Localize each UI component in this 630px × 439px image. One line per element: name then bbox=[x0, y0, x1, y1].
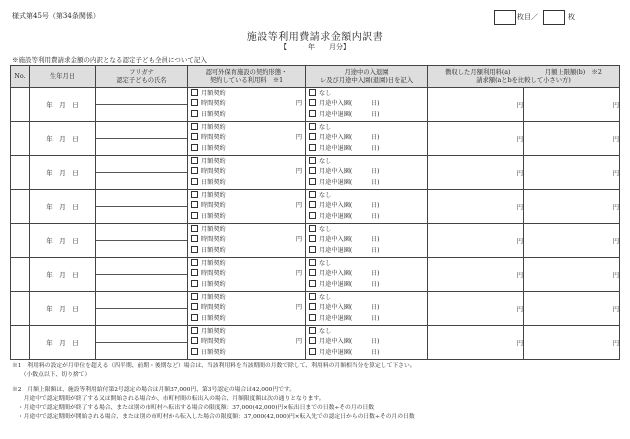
furigana-divider bbox=[96, 206, 187, 207]
header-fee: 徴収した月額利用料(a) bbox=[445, 68, 511, 76]
checkbox-icon[interactable] bbox=[191, 314, 198, 321]
child-row bbox=[11, 258, 620, 292]
furigana-divider bbox=[96, 274, 187, 275]
footnote-line: ・月途中で認定期間が終了する場合、または別の市町村へ転出する場合の限度額：37,000(42,000)円×転出日までの日数÷その月の日数 bbox=[12, 405, 375, 411]
child-row bbox=[11, 326, 620, 360]
fee-amount-cell[interactable]: 円 bbox=[428, 292, 524, 326]
row-number-cell[interactable] bbox=[11, 88, 30, 122]
header-move bbox=[306, 66, 428, 88]
move-option[interactable] bbox=[306, 337, 427, 348]
fee-amount-cell[interactable]: 円 bbox=[428, 122, 524, 156]
checkbox-icon[interactable] bbox=[191, 89, 198, 96]
row-number-cell[interactable] bbox=[11, 292, 30, 326]
footnote-line: （小数点以下、切り捨て） bbox=[12, 372, 91, 378]
child-name-cell[interactable] bbox=[96, 88, 188, 122]
contract-option[interactable] bbox=[188, 178, 305, 189]
checkbox-icon[interactable] bbox=[191, 178, 198, 185]
contract-option-label: 月額契約 bbox=[201, 293, 226, 301]
header-move-line2: レ及び月途中入園(退園)日を記入 bbox=[319, 76, 414, 84]
move-option[interactable] bbox=[306, 269, 427, 280]
furigana-divider bbox=[96, 342, 187, 343]
checkbox-icon[interactable] bbox=[309, 337, 316, 344]
contract-option-label: 日額契約 bbox=[201, 280, 226, 288]
contract-option-label: 月額契約 bbox=[201, 123, 226, 131]
move-option[interactable] bbox=[306, 133, 427, 144]
page-total-box[interactable] bbox=[543, 10, 565, 25]
furigana-divider bbox=[96, 104, 187, 105]
contract-option[interactable] bbox=[188, 133, 305, 144]
checkbox-icon[interactable] bbox=[191, 212, 198, 219]
table-instruction: ※施設等利用費請求金額の内訳となる認定子ども全員について記入 bbox=[12, 56, 207, 64]
contract-option[interactable] bbox=[188, 293, 305, 304]
contract-cell bbox=[188, 292, 306, 326]
yen-unit: 円 bbox=[295, 168, 302, 176]
checkbox-icon[interactable] bbox=[309, 144, 316, 151]
contract-option[interactable] bbox=[188, 337, 305, 348]
row-number-cell[interactable] bbox=[11, 156, 30, 190]
header-claim: 請求額(aとbを比較して bbox=[476, 76, 544, 84]
contract-option-label: 日額契約 bbox=[201, 314, 226, 322]
checkbox-icon[interactable] bbox=[191, 133, 198, 140]
move-option-label: なし bbox=[319, 157, 332, 165]
contract-option-label: 時間契約 bbox=[201, 134, 226, 142]
billing-month: 【 年 月分】 bbox=[280, 43, 350, 51]
move-option-label: 月途中退園( 日) bbox=[319, 144, 380, 152]
contract-cell bbox=[188, 156, 306, 190]
checkbox-icon[interactable] bbox=[191, 201, 198, 208]
move-option[interactable] bbox=[306, 144, 427, 155]
contract-option-label: 月額契約 bbox=[201, 327, 226, 335]
move-option-label: 月途中退園( 日) bbox=[319, 212, 380, 220]
footnote-line: ・月途中で認定期間が開始される場合、または別の市町村から転入した場合の限度額：37,000(42,000)円×転入先での認定日からの日数÷その月の日数 bbox=[12, 414, 415, 420]
contract-option[interactable] bbox=[188, 212, 305, 223]
contract-option-label: 月額契約 bbox=[201, 191, 226, 199]
birthdate-cell[interactable]: 年 月 日 bbox=[30, 258, 96, 292]
checkbox-icon[interactable] bbox=[191, 167, 198, 174]
checkbox-icon[interactable] bbox=[309, 157, 316, 164]
move-option[interactable] bbox=[306, 178, 427, 189]
row-number-cell[interactable] bbox=[11, 258, 30, 292]
checkbox-icon[interactable] bbox=[191, 303, 198, 310]
move-option-label: 月途中退園( 日) bbox=[319, 110, 380, 118]
header-furigana: フリガナ bbox=[129, 68, 154, 76]
contract-option[interactable] bbox=[188, 314, 305, 325]
checkbox-icon[interactable] bbox=[191, 293, 198, 300]
furigana-divider bbox=[96, 138, 187, 139]
move-option[interactable] bbox=[306, 191, 427, 202]
move-option[interactable] bbox=[306, 167, 427, 178]
contract-cell bbox=[188, 122, 306, 156]
move-in-out-cell bbox=[306, 190, 428, 224]
birthdate-cell[interactable]: 年 月 日 bbox=[30, 326, 96, 360]
footnote-line: 月途中で認定期間が終了する又は開始される場合か、市町村間の転出入の場合、月額限度額は次の通りとなります。 bbox=[12, 396, 325, 402]
checkbox-icon[interactable] bbox=[309, 280, 316, 287]
contract-cell bbox=[188, 88, 306, 122]
checkbox-icon[interactable] bbox=[309, 314, 316, 321]
checkbox-icon[interactable] bbox=[309, 191, 316, 198]
checkbox-icon[interactable] bbox=[309, 133, 316, 140]
footnote-line: ※1 利用料の設定が月単位を超える（四半期、前期・後期など）場合は、当該利用料を当該期間の月数で除して、利用料の月額相当分を算定して下さい。 bbox=[12, 363, 416, 369]
contract-option-label: 時間契約 bbox=[201, 338, 226, 346]
move-in-out-cell bbox=[306, 292, 428, 326]
birthdate-cell[interactable]: 年 月 日 bbox=[30, 224, 96, 258]
child-name-cell[interactable] bbox=[96, 156, 188, 190]
move-option-label: なし bbox=[319, 259, 332, 267]
contract-option-label: 月額契約 bbox=[201, 157, 226, 165]
contract-option[interactable] bbox=[188, 157, 305, 168]
child-row bbox=[11, 292, 620, 326]
child-name-cell[interactable] bbox=[96, 326, 188, 360]
move-in-out-cell bbox=[306, 224, 428, 258]
move-option[interactable] bbox=[306, 110, 427, 121]
move-in-out-cell bbox=[306, 258, 428, 292]
contract-option-label: 日額契約 bbox=[201, 178, 226, 186]
contract-option-label: 日額契約 bbox=[201, 212, 226, 220]
move-option-label: なし bbox=[319, 191, 332, 199]
checkbox-icon[interactable] bbox=[191, 225, 198, 232]
move-option[interactable] bbox=[306, 235, 427, 246]
header-birthdate: 生年月日 bbox=[30, 66, 96, 88]
checkbox-icon[interactable] bbox=[191, 280, 198, 287]
contract-option[interactable] bbox=[188, 225, 305, 236]
contract-option[interactable] bbox=[188, 327, 305, 338]
row-number-cell[interactable] bbox=[11, 326, 30, 360]
child-row bbox=[11, 224, 620, 258]
move-option[interactable] bbox=[306, 303, 427, 314]
move-option[interactable] bbox=[306, 89, 427, 100]
contract-option-label: 月額契約 bbox=[201, 225, 226, 233]
child-row bbox=[11, 88, 620, 122]
fee-amount-cell[interactable]: 円 bbox=[428, 190, 524, 224]
checkbox-icon[interactable] bbox=[309, 178, 316, 185]
furigana-divider bbox=[96, 308, 187, 309]
row-number-cell[interactable] bbox=[11, 224, 30, 258]
page-current-label: 枚目／ bbox=[517, 13, 538, 21]
header-name: 認定子どもの氏名 bbox=[116, 76, 167, 84]
contract-option[interactable] bbox=[188, 123, 305, 134]
contract-option[interactable] bbox=[188, 280, 305, 291]
checkbox-icon[interactable] bbox=[191, 110, 198, 117]
contract-option-label: 日額契約 bbox=[201, 246, 226, 254]
move-option-label: 月途中退園( 日) bbox=[319, 246, 380, 254]
child-row bbox=[11, 156, 620, 190]
move-in-out-cell bbox=[306, 88, 428, 122]
checkbox-icon[interactable] bbox=[309, 269, 316, 276]
move-option-label: 月途中入園( 日) bbox=[319, 236, 380, 244]
yen-unit: 円 bbox=[295, 338, 302, 346]
page-total-label: 枚 bbox=[568, 13, 575, 21]
move-option-label: 月途中退園( 日) bbox=[319, 280, 380, 288]
row-number-cell[interactable] bbox=[11, 122, 30, 156]
header-claim-rest: 小さい方) bbox=[543, 76, 571, 84]
contract-option-label: 時間契約 bbox=[201, 270, 226, 278]
yen-unit: 円 bbox=[295, 304, 302, 312]
checkbox-icon[interactable] bbox=[309, 348, 316, 355]
checkbox-icon[interactable] bbox=[191, 337, 198, 344]
checkbox-icon[interactable] bbox=[309, 99, 316, 106]
checkbox-icon[interactable] bbox=[191, 157, 198, 164]
header-fee-limit bbox=[428, 66, 620, 88]
limit-amount-cell[interactable]: 円 bbox=[524, 122, 620, 156]
header-move-line1: 月途中の入退園 bbox=[344, 68, 389, 76]
move-in-out-cell bbox=[306, 122, 428, 156]
limit-amount-cell[interactable]: 円 bbox=[524, 292, 620, 326]
move-option[interactable] bbox=[306, 293, 427, 304]
checkbox-icon[interactable] bbox=[191, 144, 198, 151]
contract-cell bbox=[188, 224, 306, 258]
contract-option-label: 時間契約 bbox=[201, 168, 226, 176]
contract-option[interactable] bbox=[188, 99, 305, 110]
checkbox-icon[interactable] bbox=[309, 89, 316, 96]
yen-unit: 円 bbox=[295, 100, 302, 108]
header-limit: 月額上限額(b) ※2 bbox=[544, 68, 602, 76]
furigana-divider bbox=[96, 240, 187, 241]
move-option[interactable] bbox=[306, 314, 427, 325]
header-contract-line1: 認可外保育施設の契約形態・ bbox=[205, 68, 288, 76]
move-option[interactable] bbox=[306, 225, 427, 236]
move-option-label: 月途中入園( 日) bbox=[319, 202, 380, 210]
contract-cell bbox=[188, 258, 306, 292]
contract-option[interactable] bbox=[188, 348, 305, 359]
child-name-cell[interactable] bbox=[96, 122, 188, 156]
birthdate-cell[interactable]: 年 月 日 bbox=[30, 88, 96, 122]
limit-amount-cell[interactable]: 円 bbox=[524, 258, 620, 292]
checkbox-icon[interactable] bbox=[309, 123, 316, 130]
birthdate-cell[interactable]: 年 月 日 bbox=[30, 190, 96, 224]
checkbox-icon[interactable] bbox=[191, 259, 198, 266]
checkbox-icon[interactable] bbox=[191, 191, 198, 198]
contract-option[interactable] bbox=[188, 269, 305, 280]
checkbox-icon[interactable] bbox=[309, 225, 316, 232]
child-row bbox=[11, 190, 620, 224]
checkbox-icon[interactable] bbox=[191, 348, 198, 355]
contract-option[interactable] bbox=[188, 303, 305, 314]
fee-amount-cell[interactable]: 円 bbox=[428, 258, 524, 292]
contract-option-label: 時間契約 bbox=[201, 202, 226, 210]
move-option[interactable] bbox=[306, 280, 427, 291]
contract-option-label: 時間契約 bbox=[201, 304, 226, 312]
limit-amount-cell[interactable]: 円 bbox=[524, 88, 620, 122]
move-option[interactable] bbox=[306, 327, 427, 338]
move-in-out-cell bbox=[306, 326, 428, 360]
yen-unit: 円 bbox=[295, 236, 302, 244]
footnote-line: ※2 月額上限額は、施設等利用給付第2号認定の場合は月額37,000円、第3号認定の場合は42,000円です。 bbox=[12, 387, 296, 393]
move-option[interactable] bbox=[306, 201, 427, 212]
checkbox-icon[interactable] bbox=[309, 259, 316, 266]
contract-option-label: 時間契約 bbox=[201, 100, 226, 108]
contract-option-label: 月額契約 bbox=[201, 259, 226, 267]
checkbox-icon[interactable] bbox=[309, 246, 316, 253]
child-name-cell[interactable] bbox=[96, 292, 188, 326]
header-no: No. bbox=[11, 66, 30, 88]
contract-cell bbox=[188, 190, 306, 224]
contract-option-label: 日額契約 bbox=[201, 110, 226, 118]
fee-amount-cell[interactable]: 円 bbox=[428, 326, 524, 360]
yen-unit: 円 bbox=[295, 202, 302, 210]
move-option[interactable] bbox=[306, 212, 427, 223]
contract-option[interactable] bbox=[188, 246, 305, 257]
checkbox-icon[interactable] bbox=[191, 235, 198, 242]
checkbox-icon[interactable] bbox=[309, 201, 316, 208]
birthdate-cell[interactable]: 年 月 日 bbox=[30, 292, 96, 326]
yen-unit: 円 bbox=[295, 134, 302, 142]
child-name-cell[interactable] bbox=[96, 258, 188, 292]
contract-option[interactable] bbox=[188, 144, 305, 155]
contract-option-label: 日額契約 bbox=[201, 348, 226, 356]
contract-option[interactable] bbox=[188, 201, 305, 212]
checkbox-icon[interactable] bbox=[309, 212, 316, 219]
checkbox-icon[interactable] bbox=[309, 110, 316, 117]
limit-amount-cell[interactable]: 円 bbox=[524, 224, 620, 258]
contract-option[interactable] bbox=[188, 89, 305, 100]
move-option-label: 月途中入園( 日) bbox=[319, 134, 380, 142]
move-option[interactable] bbox=[306, 99, 427, 110]
furigana-divider bbox=[96, 172, 187, 173]
limit-amount-cell[interactable]: 円 bbox=[524, 190, 620, 224]
checkbox-icon[interactable] bbox=[309, 235, 316, 242]
contract-option[interactable] bbox=[188, 167, 305, 178]
form-number: 様式第45号（第34条関係） bbox=[12, 12, 100, 20]
move-option-label: 月途中入園( 日) bbox=[319, 270, 380, 278]
birthdate-cell[interactable]: 年 月 日 bbox=[30, 122, 96, 156]
limit-amount-cell[interactable]: 円 bbox=[524, 326, 620, 360]
checkbox-icon[interactable] bbox=[309, 293, 316, 300]
checkbox-icon[interactable] bbox=[309, 303, 316, 310]
move-option-label: 月途中退園( 日) bbox=[319, 178, 380, 186]
checkbox-icon[interactable] bbox=[309, 167, 316, 174]
move-option-label: なし bbox=[319, 327, 332, 335]
move-option-label: なし bbox=[319, 225, 332, 233]
contract-option-label: 月額契約 bbox=[201, 89, 226, 97]
fee-amount-cell[interactable]: 円 bbox=[428, 156, 524, 190]
yen-unit: 円 bbox=[295, 270, 302, 278]
billing-table bbox=[10, 65, 620, 360]
move-option-label: なし bbox=[319, 89, 332, 97]
header-contract bbox=[188, 66, 306, 88]
checkbox-icon[interactable] bbox=[191, 327, 198, 334]
contract-option[interactable] bbox=[188, 259, 305, 270]
contract-cell bbox=[188, 326, 306, 360]
move-option[interactable] bbox=[306, 123, 427, 134]
contract-option-label: 日額契約 bbox=[201, 144, 226, 152]
move-option-label: なし bbox=[319, 293, 332, 301]
limit-amount-cell[interactable]: 円 bbox=[524, 156, 620, 190]
move-option[interactable] bbox=[306, 348, 427, 359]
contract-option[interactable] bbox=[188, 110, 305, 121]
move-option-label: 月途中退園( 日) bbox=[319, 348, 380, 356]
move-option[interactable] bbox=[306, 157, 427, 168]
page-current-box[interactable] bbox=[494, 10, 516, 25]
contract-option-label: 時間契約 bbox=[201, 236, 226, 244]
move-option-label: 月途中退園( 日) bbox=[319, 314, 380, 322]
header-contract-line2: 契約している利用料 ※1 bbox=[209, 76, 284, 84]
move-option-label: 月途中入園( 日) bbox=[319, 304, 380, 312]
checkbox-icon[interactable] bbox=[191, 123, 198, 130]
row-number-cell[interactable] bbox=[11, 190, 30, 224]
fee-amount-cell[interactable]: 円 bbox=[428, 224, 524, 258]
move-option-label: 月途中入園( 日) bbox=[319, 338, 380, 346]
checkbox-icon[interactable] bbox=[191, 269, 198, 276]
document-title: 施設等利用費請求金額内訳書 bbox=[246, 32, 384, 43]
birthdate-cell[interactable]: 年 月 日 bbox=[30, 156, 96, 190]
child-row bbox=[11, 122, 620, 156]
checkbox-icon[interactable] bbox=[309, 327, 316, 334]
move-option-label: 月途中入園( 日) bbox=[319, 168, 380, 176]
table-header-row bbox=[11, 66, 620, 88]
contract-option[interactable] bbox=[188, 235, 305, 246]
checkbox-icon[interactable] bbox=[191, 99, 198, 106]
child-name-cell[interactable] bbox=[96, 224, 188, 258]
header-child-name bbox=[96, 66, 188, 88]
move-option-label: なし bbox=[319, 123, 332, 131]
move-option[interactable] bbox=[306, 259, 427, 270]
move-option-label: 月途中入園( 日) bbox=[319, 100, 380, 108]
contract-option[interactable] bbox=[188, 191, 305, 202]
child-name-cell[interactable] bbox=[96, 190, 188, 224]
fee-amount-cell[interactable]: 円 bbox=[428, 88, 524, 122]
checkbox-icon[interactable] bbox=[191, 246, 198, 253]
move-in-out-cell bbox=[306, 156, 428, 190]
move-option[interactable] bbox=[306, 246, 427, 257]
